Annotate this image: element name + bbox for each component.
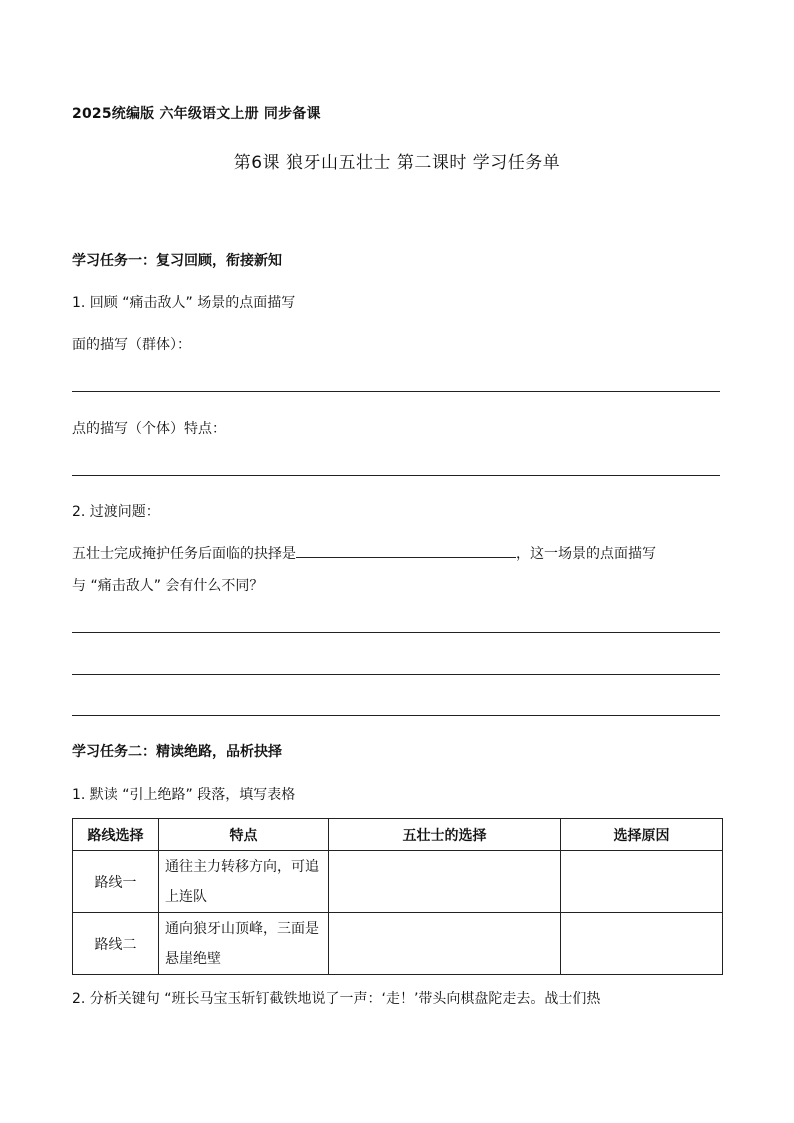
answer-line[interactable] bbox=[72, 475, 720, 476]
page-title: 第6课 狼牙山五壮士 第二课时 学习任务单 bbox=[233, 153, 561, 173]
task2-heading: 学习任务二：精读绝路，品析抉择 bbox=[72, 744, 282, 760]
task1-heading: 学习任务一：复习回顾，衔接新知 bbox=[72, 253, 282, 269]
transition-text-before: 五壮士完成掩护任务后面临的抉择是 bbox=[72, 546, 296, 562]
fill-in-blank[interactable] bbox=[296, 543, 516, 558]
route-cell: 路线一 bbox=[73, 851, 159, 913]
answer-line[interactable] bbox=[72, 632, 720, 633]
answer-line[interactable] bbox=[72, 674, 720, 675]
point-description-prompt: 点的描写（个体）特点： bbox=[72, 421, 226, 437]
table-header-route: 路线选择 bbox=[73, 819, 159, 851]
task2-question-2: 2. 分析关键句 “班长马宝玉斩钉截铁地说了一声：‘走！’带头向棋盘陀走去。战士们热 bbox=[72, 991, 601, 1007]
series-header: 2025统编版 六年级语文上册 同步备课 bbox=[72, 106, 321, 122]
feature-cell: 通向狼牙山顶峰，三面是悬崖绝壁 bbox=[159, 913, 329, 975]
table-header-reason: 选择原因 bbox=[561, 819, 723, 851]
answer-line[interactable] bbox=[72, 391, 720, 392]
route-cell: 路线二 bbox=[73, 913, 159, 975]
choice-cell[interactable] bbox=[329, 851, 561, 913]
reason-cell[interactable] bbox=[561, 851, 723, 913]
task1-question-2: 2. 过渡问题： bbox=[72, 504, 160, 520]
transition-text-after: ，这一场景的点面描写 bbox=[516, 546, 656, 562]
table-row bbox=[73, 913, 723, 975]
transition-question-line2: 与 “痛击敌人” 会有什么不同？ bbox=[72, 578, 264, 594]
table-row bbox=[73, 851, 723, 913]
face-description-prompt: 面的描写（群体）： bbox=[72, 337, 191, 353]
answer-line[interactable] bbox=[72, 715, 720, 716]
table-header-feature: 特点 bbox=[159, 819, 329, 851]
reason-cell[interactable] bbox=[561, 913, 723, 975]
table-header-row bbox=[73, 819, 723, 851]
table-header-choice: 五壮士的选择 bbox=[329, 819, 561, 851]
transition-question-line1 bbox=[72, 543, 656, 563]
choice-cell[interactable] bbox=[329, 913, 561, 975]
feature-cell: 通往主力转移方向，可追上连队 bbox=[159, 851, 329, 913]
task2-question-1: 1. 默读 “引上绝路” 段落，填写表格 bbox=[72, 787, 296, 803]
task1-question-1: 1. 回顾 “痛击敌人” 场景的点面描写 bbox=[72, 295, 296, 311]
route-choice-table bbox=[72, 818, 723, 975]
